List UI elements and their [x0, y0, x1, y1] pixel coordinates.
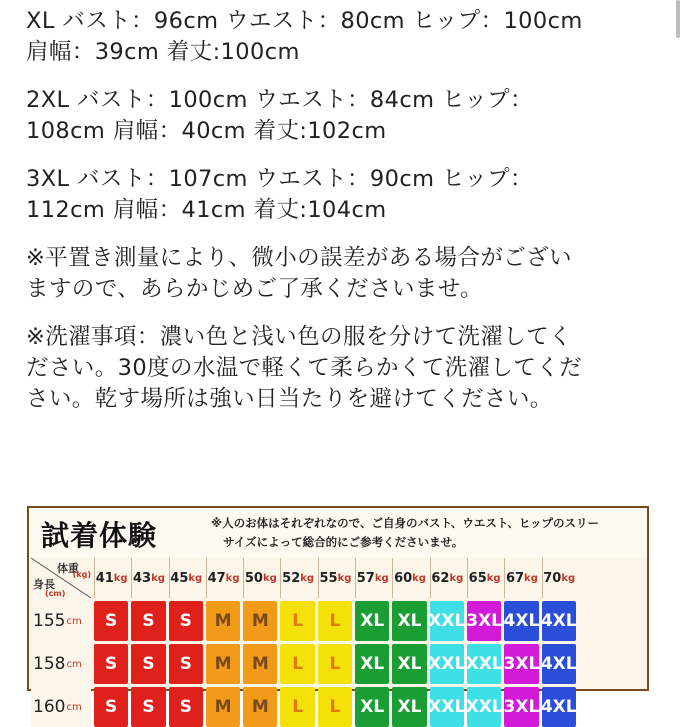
- size-chart-note-line: サイズによって総合的にご参考くださいませ。: [223, 535, 464, 549]
- size-cell: XXL: [467, 644, 501, 684]
- size-cell: 3XL: [504, 687, 538, 727]
- description-paragraph: [26, 322, 662, 415]
- size-cell: XXL: [467, 687, 501, 727]
- weight-value: 43: [132, 570, 152, 586]
- weight-value: 55: [319, 570, 338, 586]
- size-chart-note: [211, 514, 641, 552]
- size-cell: S: [131, 687, 165, 727]
- size-cell: L: [318, 601, 352, 641]
- weight-value: 65: [468, 570, 487, 586]
- size-cell: M: [206, 687, 240, 727]
- weight-header-cell: [430, 558, 464, 598]
- weight-header-cell: [243, 558, 277, 598]
- size-grid: [31, 558, 576, 727]
- description-paragraph: [26, 243, 662, 305]
- size-cell: XXL: [430, 601, 464, 641]
- description-line: 108cm 肩幅：40cm 着丈:102cm: [26, 118, 387, 144]
- size-cell: L: [280, 644, 314, 684]
- description-line: 112cm 肩幅：41cm 着丈:104cm: [26, 197, 387, 223]
- size-cell: L: [280, 687, 314, 727]
- size-cell: XL: [355, 644, 389, 684]
- description-line: さい。乾す場所は強い日当たりを避けてください。: [26, 386, 553, 412]
- height-header-cell: [31, 687, 91, 727]
- size-cell: 3XL: [504, 644, 538, 684]
- weight-value: 47: [207, 570, 226, 586]
- weight-header-cell: [504, 558, 538, 598]
- height-unit: cm: [66, 701, 82, 713]
- weight-value: 50: [244, 570, 263, 586]
- size-chart-title: 試着体験: [41, 519, 158, 552]
- weight-header-cell: [206, 558, 240, 598]
- weight-unit: kg: [412, 572, 426, 584]
- size-cell: M: [243, 644, 277, 684]
- weight-value: 67: [505, 570, 525, 586]
- size-cell: XXL: [430, 687, 464, 727]
- description-paragraph: [26, 164, 662, 226]
- size-cell: 4XL: [542, 601, 576, 641]
- size-cell: 3XL: [467, 601, 501, 641]
- weight-axis-unit: (kg): [72, 570, 91, 579]
- height-unit: cm: [66, 615, 82, 627]
- description-line: 肩幅：39cm 着丈:100cm: [26, 39, 300, 65]
- size-cell: XL: [355, 687, 389, 727]
- size-cell: S: [94, 644, 128, 684]
- weight-unit: kg: [262, 572, 277, 584]
- weight-header-cell: [392, 558, 426, 598]
- size-cell: L: [318, 687, 352, 727]
- size-cell: S: [131, 644, 165, 684]
- description-line: ※洗濯事項：濃い色と浅い色の服を分けて洗濯してく: [26, 324, 572, 350]
- size-cell: XL: [392, 601, 426, 641]
- description-paragraph: [26, 6, 662, 68]
- weight-header-cell: [355, 558, 389, 598]
- size-cell: 4XL: [542, 644, 576, 684]
- weight-unit: kg: [151, 572, 165, 584]
- description-line: 3XL バスト：107cm ウエスト：90cm ヒップ：: [26, 166, 533, 192]
- size-cell: S: [169, 687, 203, 727]
- weight-unit: kg: [449, 572, 464, 584]
- weight-axis-label: 体重: [57, 562, 79, 575]
- size-cell: 4XL: [542, 687, 576, 727]
- size-cell: XL: [392, 687, 426, 727]
- weight-unit: kg: [524, 572, 538, 584]
- description-paragraph: [26, 85, 662, 147]
- weight-header-cell: [542, 558, 576, 598]
- description-line: 2XL バスト：100cm ウエスト：84cm ヒップ：: [26, 87, 533, 113]
- height-axis-unit: (cm): [45, 589, 66, 598]
- size-cell: S: [94, 601, 128, 641]
- weight-header-cell: [131, 558, 165, 598]
- height-header-cell: [31, 644, 91, 684]
- weight-value: 45: [170, 570, 189, 586]
- size-cell: L: [280, 601, 314, 641]
- weight-value: 41: [95, 570, 114, 586]
- weight-header-cell: [280, 558, 314, 598]
- size-chart-note-line: ※人のお体はそれぞれなので、ご自身のバスト、ウエスト、ヒップのスリー: [211, 516, 600, 530]
- size-chart-header: [29, 508, 647, 558]
- weight-unit: kg: [188, 572, 203, 584]
- height-header-cell: [31, 601, 91, 641]
- scrollbar[interactable]: [676, 0, 680, 38]
- weight-header-cell: [467, 558, 501, 598]
- description-line: ますので、あらかじめご了承くださいませ。: [26, 276, 483, 302]
- size-cell: S: [169, 644, 203, 684]
- weight-unit: kg: [486, 572, 501, 584]
- size-cell: 4XL: [504, 601, 538, 641]
- size-cell: XL: [355, 601, 389, 641]
- size-cell: XL: [392, 644, 426, 684]
- weight-unit: kg: [300, 572, 315, 584]
- weight-value: 62: [431, 570, 450, 586]
- weight-header-cell: [318, 558, 352, 598]
- size-cell: M: [206, 601, 240, 641]
- height-value: 160: [33, 697, 66, 717]
- size-cell: M: [243, 687, 277, 727]
- weight-header-cell: [169, 558, 203, 598]
- size-grid-corner: [31, 558, 91, 598]
- description-line: XL バスト：96cm ウエスト：80cm ヒップ：100cm: [26, 8, 583, 34]
- height-value: 155: [33, 611, 66, 631]
- weight-unit: kg: [337, 572, 352, 584]
- size-cell: L: [318, 644, 352, 684]
- weight-unit: kg: [561, 572, 576, 584]
- height-axis-label: 身長: [33, 578, 55, 591]
- height-value: 158: [33, 654, 66, 674]
- weight-unit: kg: [374, 572, 389, 584]
- weight-value: 52: [282, 570, 301, 586]
- size-chart-image: [27, 506, 649, 717]
- size-cell: M: [206, 644, 240, 684]
- weight-value: 57: [356, 570, 375, 586]
- height-unit: cm: [66, 658, 82, 670]
- size-cell: S: [131, 601, 165, 641]
- description-line: ださい。30度の水温で軽くて柔らかくて洗濯してくだ: [26, 355, 583, 381]
- weight-value: 70: [543, 570, 562, 586]
- weight-unit: kg: [113, 572, 128, 584]
- size-cell: S: [94, 687, 128, 727]
- size-cell: M: [243, 601, 277, 641]
- size-cell: XXL: [430, 644, 464, 684]
- weight-value: 60: [394, 570, 413, 586]
- weight-unit: kg: [225, 572, 240, 584]
- product-description: [26, 6, 662, 432]
- size-cell: S: [169, 601, 203, 641]
- weight-header-cell: [94, 558, 128, 598]
- description-line: ※平置き測量により、微小の誤差がある場合がござい: [26, 245, 572, 271]
